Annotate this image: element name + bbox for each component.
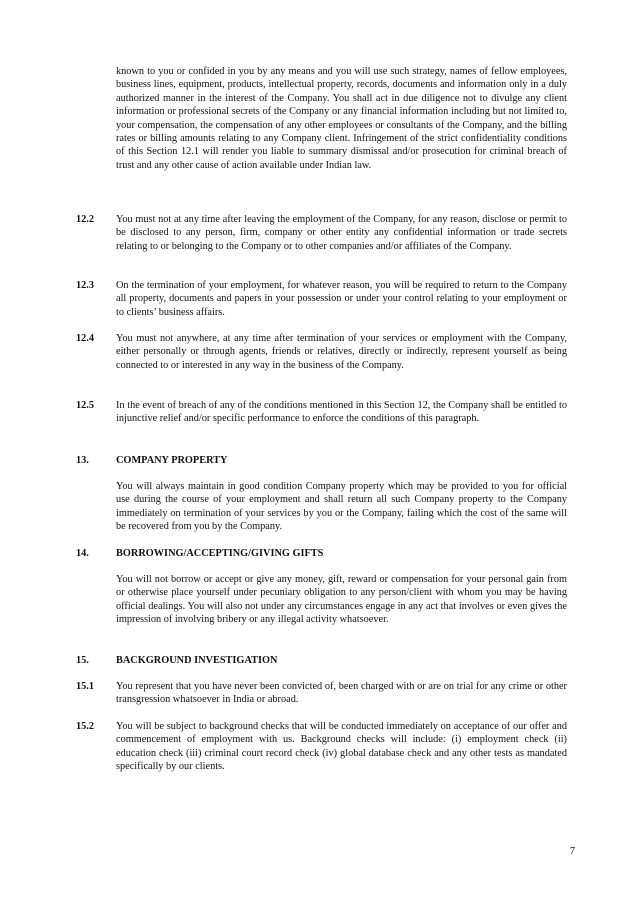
- clause-number: 12.3: [76, 280, 95, 291]
- clause-number: 12.4: [76, 333, 95, 344]
- section-14-text: You will not borrow or accept or give any money, gift, reward or compensation for your personal gain from or otherwise place yourself under pecuniary obligation to any person/client with whom you may be having official dealings. You will also not under any circumstances engage in any act that involves or even gives the impression of involving bribery or any illegal activity whatsoever.: [116, 574, 567, 626]
- section-heading: COMPANY PROPERTY: [116, 455, 228, 466]
- clause-12-5: [76, 399, 567, 426]
- clause-number: 12.5: [76, 400, 95, 411]
- section-number: 13.: [76, 455, 89, 466]
- section-13-heading: [76, 454, 567, 467]
- section-heading: BACKGROUND INVESTIGATION: [116, 655, 278, 666]
- clause-15-2: [76, 720, 567, 774]
- clause-12-4: [76, 332, 567, 372]
- clause-number: 15.2: [76, 721, 95, 732]
- page-number: 7: [569, 846, 575, 857]
- clause-12-2: [76, 213, 567, 253]
- section-15-heading: [76, 654, 567, 667]
- clause-number: 15.1: [76, 681, 95, 692]
- intro-paragraph: known to you or confided in you by any means and you will use such strategy, names of fellow employees, business lines, equipment, products, intellectual property, records, documents and information only in a duly authorized manner in the interest of the Company. You shall act in due diligence not to divulge any client information or professional secrets of the Company or any financial information including but not limited to, your compensation, the compensation of any other employees or consultants of the Company, and the billing rates or billing amounts relating to any Company client. Infringement of the strict confidentiality conditions of this Section 12.1 will render you liable to summary dismissal and/or prosecution for criminal breach of trust and any other cause of action available under Indian law.: [116, 66, 567, 171]
- section-number: 14.: [76, 548, 89, 559]
- section-13-text: You will always maintain in good condition Company property which may be provided to you for official use during the course of your employment and shall return all such Company property to the Company immediately on termination of your services by you or the Company, failing which the cost of the same will be recovered from you by the Company.: [116, 481, 567, 533]
- clause-text: You represent that you have never been convicted of, been charged with or are on trial for any crime or other transgression whatsoever in India or abroad.: [116, 681, 567, 706]
- section-14-heading: [76, 547, 567, 560]
- clause-text: You will be subject to background checks that will be conducted immediately on acceptance of our offer and commencement of employment with us. Background checks will include: (i) employment check (ii) education check (iii) criminal court record check (iv) global database check and any other tests as mandated specifically by our clients.: [116, 721, 567, 773]
- clause-text: You must not anywhere, at any time after termination of your services or employment with the Company, either personally or through agents, friends or relatives, directly or indirectly, represent yourself as being connected to or interested in any way in the business of the Company.: [116, 333, 567, 371]
- clause-number: 12.2: [76, 214, 95, 225]
- clause-15-1: [76, 680, 567, 707]
- clause-text: In the event of breach of any of the conditions mentioned in this Section 12, the Company shall be entitled to injunctive relief and/or specific performance to enforce the conditions of this paragraph.: [116, 400, 567, 425]
- clause-12-3: [76, 279, 567, 319]
- clause-text: On the termination of your employment, for whatever reason, you will be required to return to the Company all property, documents and papers in your possession or under your control relating to your employment or to clients’ business affairs.: [116, 280, 567, 318]
- section-number: 15.: [76, 655, 89, 666]
- clause-text: You must not at any time after leaving the employment of the Company, for any reason, disclose or permit to be disclosed to any person, firm, company or other entity any confidential information or trade secrets relating to or belonging to the Company or to other companies and/or affiliates of the Company.: [116, 214, 567, 252]
- section-heading: BORROWING/ACCEPTING/GIVING GIFTS: [116, 548, 324, 559]
